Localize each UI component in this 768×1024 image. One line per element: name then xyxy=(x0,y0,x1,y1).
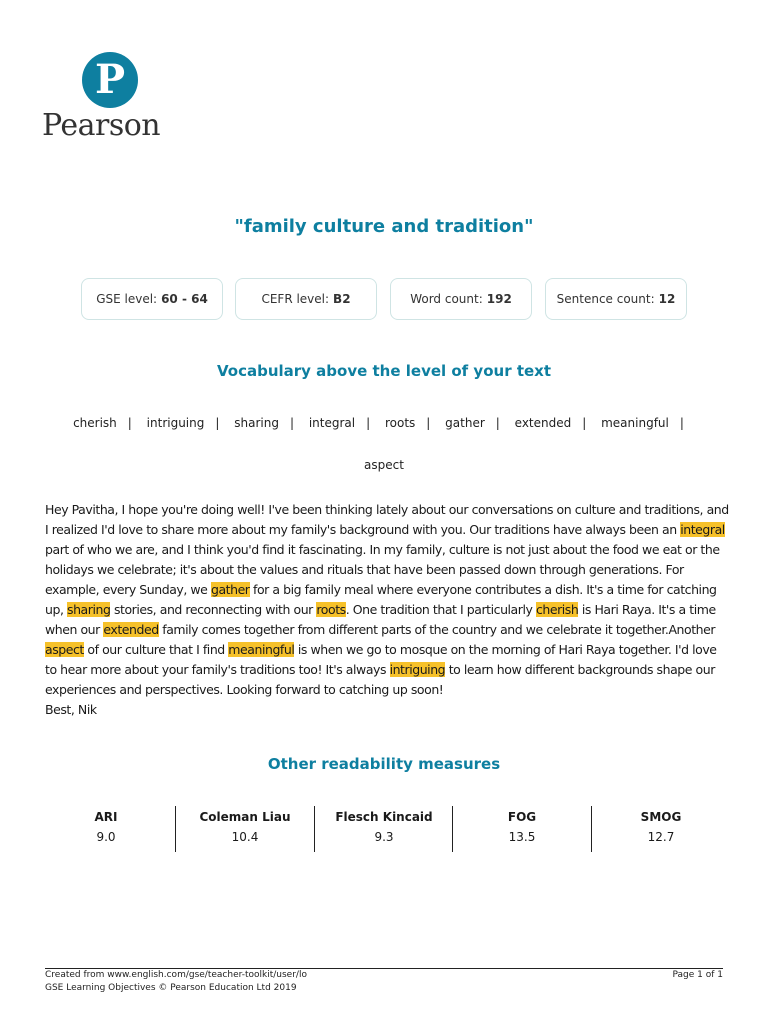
stat-label: Sentence count: xyxy=(556,292,655,306)
measure-flesch-kincaid xyxy=(315,806,453,852)
highlighted-word: intriguing xyxy=(389,662,446,677)
stat-sentence-count xyxy=(545,278,687,320)
text-segment: family comes together from different parts of the country and we celebrate it together.Another xyxy=(158,622,716,637)
footer-source: Created from www.english.com/gse/teacher-toolkit/user/lo xyxy=(45,970,307,980)
text-segment: for a big family meal where everyone contributes a dish. It's a time for catching up, xyxy=(45,582,717,617)
logo-letter: P xyxy=(94,56,126,103)
document-title: "family culture and tradition" xyxy=(234,216,534,237)
vocab-separator: | xyxy=(215,416,220,430)
vocab-word: gather xyxy=(445,416,485,430)
highlighted-word: gather xyxy=(210,582,250,597)
measure-value: 9.3 xyxy=(374,830,394,844)
readability-table xyxy=(37,806,731,852)
page-number: Page 1 of 1 xyxy=(672,970,723,980)
measure-value: 10.4 xyxy=(231,830,259,844)
stat-label: CEFR level: xyxy=(261,292,330,306)
vocab-separator: | xyxy=(679,416,684,430)
measure-smog xyxy=(592,806,730,852)
vocab-separator: | xyxy=(426,416,431,430)
footer-copyright: GSE Learning Objectives © Pearson Education Ltd 2019 xyxy=(45,983,297,993)
highlighted-word: integral xyxy=(680,522,725,537)
logo-wordmark: Pearson xyxy=(42,108,161,143)
vocab-list-continued xyxy=(0,458,768,472)
footer-line-2 xyxy=(45,983,723,993)
highlighted-word: aspect xyxy=(45,642,84,657)
highlighted-word: extended xyxy=(103,622,159,637)
stat-value: 192 xyxy=(486,292,512,306)
stat-value: 60 - 64 xyxy=(161,292,208,306)
vocab-word: aspect xyxy=(364,458,404,472)
stat-value: B2 xyxy=(333,292,351,306)
highlighted-word: meaningful xyxy=(228,642,295,657)
vocab-separator: | xyxy=(495,416,500,430)
pearson-logo xyxy=(42,52,182,148)
highlighted-word: sharing xyxy=(67,602,111,617)
measure-name: FOG xyxy=(507,810,537,824)
vocab-separator: | xyxy=(289,416,294,430)
measure-value: 13.5 xyxy=(508,830,536,844)
stat-gse-level xyxy=(81,278,223,320)
measure-name: SMOG xyxy=(640,810,682,824)
text-segment: part of who we are, and I think you'd find it fascinating. In my family, culture is not just about the food we eat or the holidays we celebrate; it's about the values and rituals that have been passed down through generations. For example, every Sunday, we xyxy=(45,542,720,597)
stat-word-count xyxy=(390,278,532,320)
text-segment: is Hari Raya. It's a time when our xyxy=(45,602,716,637)
text-segment: stories, and reconnecting with our xyxy=(110,602,317,617)
readability-heading: Other readability measures xyxy=(267,755,501,773)
vocab-word: sharing xyxy=(234,416,279,430)
text-body xyxy=(45,500,729,720)
text-segment: to learn how different backgrounds shape our experiences and perspectives. Looking forward to catching up soon! xyxy=(45,662,715,697)
measure-value: 9.0 xyxy=(96,830,116,844)
measure-fog xyxy=(453,806,591,852)
footer-line-1 xyxy=(45,970,723,980)
stat-cefr-level xyxy=(235,278,377,320)
footer-divider xyxy=(45,968,723,969)
stat-value: 12 xyxy=(658,292,676,306)
vocab-heading: Vocabulary above the level of your text xyxy=(216,362,552,380)
vocab-word: intriguing xyxy=(146,416,205,430)
vocab-list xyxy=(40,416,728,430)
vocab-word: extended xyxy=(514,416,572,430)
text-segment: Hey Pavitha, I hope you're doing well! I've been thinking lately about our conversations on culture and traditions, and I realized I'd love to share more about my family's background with you. Our traditions have always been an xyxy=(45,502,729,537)
text-segment: is when we go to mosque on the morning of Hari Raya together. I'd love to hear more about your family's traditions too! It's always xyxy=(45,642,717,677)
highlighted-word: cherish xyxy=(535,602,579,617)
text-segment: of our culture that I find xyxy=(83,642,229,657)
measure-name: Flesch Kincaid xyxy=(335,810,433,824)
vocab-separator: | xyxy=(127,416,132,430)
measure-coleman-liau xyxy=(176,806,314,852)
highlighted-word: roots xyxy=(316,602,346,617)
measure-value: 12.7 xyxy=(647,830,675,844)
stat-label: GSE level: xyxy=(96,292,158,306)
measure-ari xyxy=(37,806,175,852)
measure-name: Coleman Liau xyxy=(199,810,291,824)
stat-label: Word count: xyxy=(410,292,483,306)
text-segment: . One tradition that I particularly xyxy=(345,602,536,617)
vocab-word: cherish xyxy=(73,416,117,430)
measure-name: ARI xyxy=(94,810,118,824)
vocab-separator: | xyxy=(366,416,371,430)
sign-off: Best, Nik xyxy=(45,702,97,717)
vocab-separator: | xyxy=(582,416,587,430)
vocab-word: roots xyxy=(384,416,416,430)
vocab-word: integral xyxy=(308,416,356,430)
vocab-word: meaningful xyxy=(601,416,669,430)
